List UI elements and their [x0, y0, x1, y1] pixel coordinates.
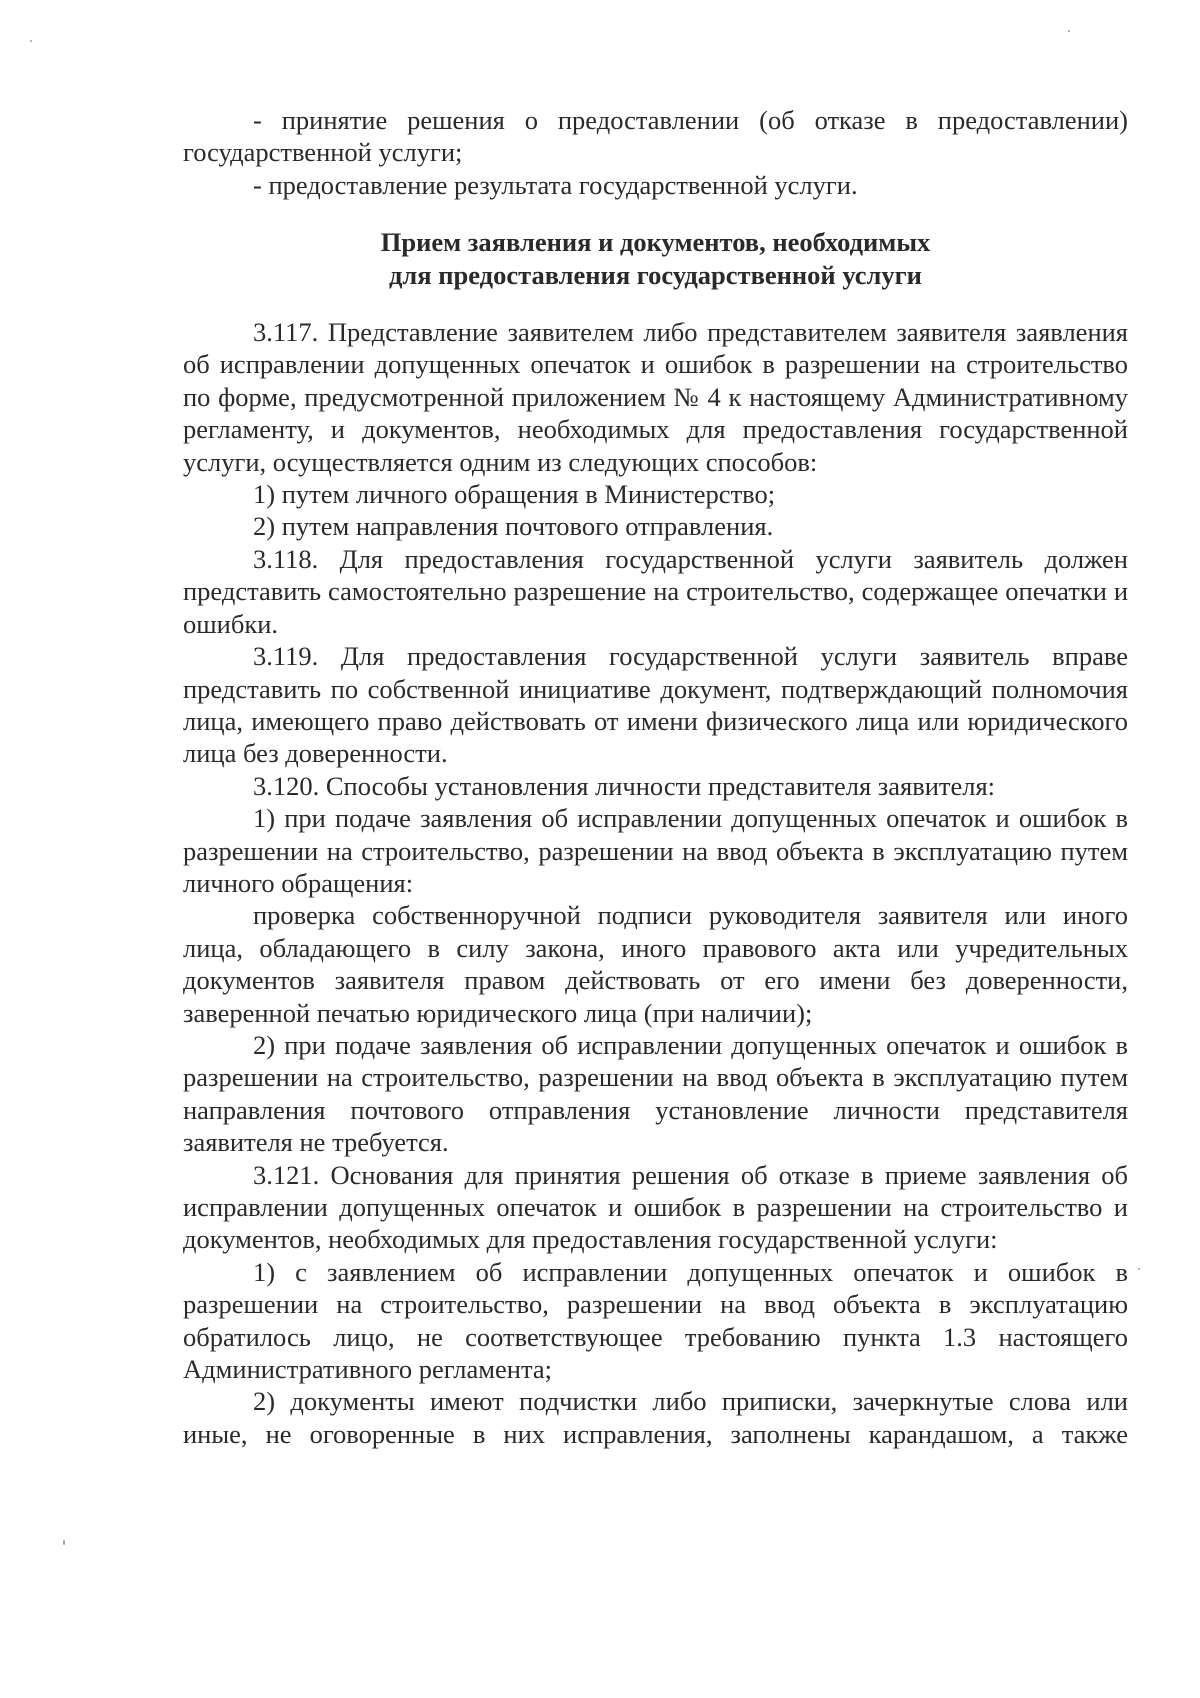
paragraph-3-120-item-1-detail: проверка собственноручной подписи руководителя заявителя или иного лица, обладающего в силу закона, иного правового акта или учредительных документов заявителя правом действовать от его имени без доверенности, заверенной печатью юридического лица (при наличии);: [183, 900, 1128, 1028]
scan-speck: [1138, 1268, 1140, 1270]
paragraph-3-121: 3.121. Основания для принятия решения об отказе в приеме заявления об исправлении допущенных опечаток и ошибок в разрешении на строительство и документов, необходимых для предоставления государственной услуги:: [183, 1159, 1128, 1255]
intro-item-result: - предоставление результата государственной услуги.: [253, 169, 858, 200]
paragraph-3-120-item-1: 1) при подаче заявления об исправлении допущенных опечаток и ошибок в разрешении на строительство, разрешении на ввод объекта в эксплуатацию путем личного обращения:: [183, 803, 1128, 898]
paragraph-3-117-item-2: 2) путем направления почтового отправления.: [253, 511, 774, 542]
paragraph-3-117: 3.117. Представление заявителем либо представителем заявителя заявления об исправлении допущенных опечаток и ошибок в разрешении на строительство по форме, предусмотренной приложением № 4 к настоящему Административному регламенту, и документов, необходимых для предоставления государственной услуги, осуществляется одним из следующих способов:: [183, 317, 1128, 477]
paragraph-3-118: 3.118. Для предоставления государственной услуги заявитель должен представить самостоятельно разрешение на строительство, содержащее опечатки и ошибки.: [183, 543, 1128, 639]
section-heading: [183, 226, 1128, 291]
paragraph-3-120: 3.120. Способы установления личности представителя заявителя:: [253, 770, 996, 801]
scan-speck: [1068, 30, 1070, 32]
section-heading-line-1: Прием заявления и документов, необходимых: [380, 227, 931, 258]
document-body: [183, 104, 1128, 1450]
intro-item-decision: - принятие решения о предоставлении (об отказе в предоставлении) государственной услуги;: [183, 105, 1128, 168]
section-heading-line-2: для предоставления государственной услуги: [389, 259, 922, 290]
scan-speck: [63, 1540, 65, 1545]
scan-speck: [30, 40, 32, 42]
paragraph-3-119: 3.119. Для предоставления государственной услуги заявитель вправе представить по собственной инициативе документ, подтверждающий полномочия лица, имеющего право действовать от имени физического лица или юридического лица без доверенности.: [183, 641, 1128, 769]
paragraph-3-117-item-1: 1) путем личного обращения в Министерство;: [253, 479, 776, 510]
paragraph-3-121-item-2: 2) документы имеют подчистки либо приписки, зачеркнутые слова или иные, не оговоренные в них исправления, заполнены карандашом, а также: [183, 1386, 1128, 1449]
paragraph-3-120-item-2: 2) при подаче заявления об исправлении допущенных опечаток и ошибок в разрешении на строительство, разрешении на ввод объекта в эксплуатацию путем направления почтового отправления установление личности представителя заявителя не требуется.: [183, 1029, 1128, 1158]
paragraph-3-121-item-1: 1) с заявлением об исправлении допущенных опечаток и ошибок в разрешении на строительство, разрешении на ввод объекта в эксплуатацию обратилось лицо, не соответствующее требованию пункта 1.3 настоящего Административного регламента;: [183, 1256, 1128, 1385]
